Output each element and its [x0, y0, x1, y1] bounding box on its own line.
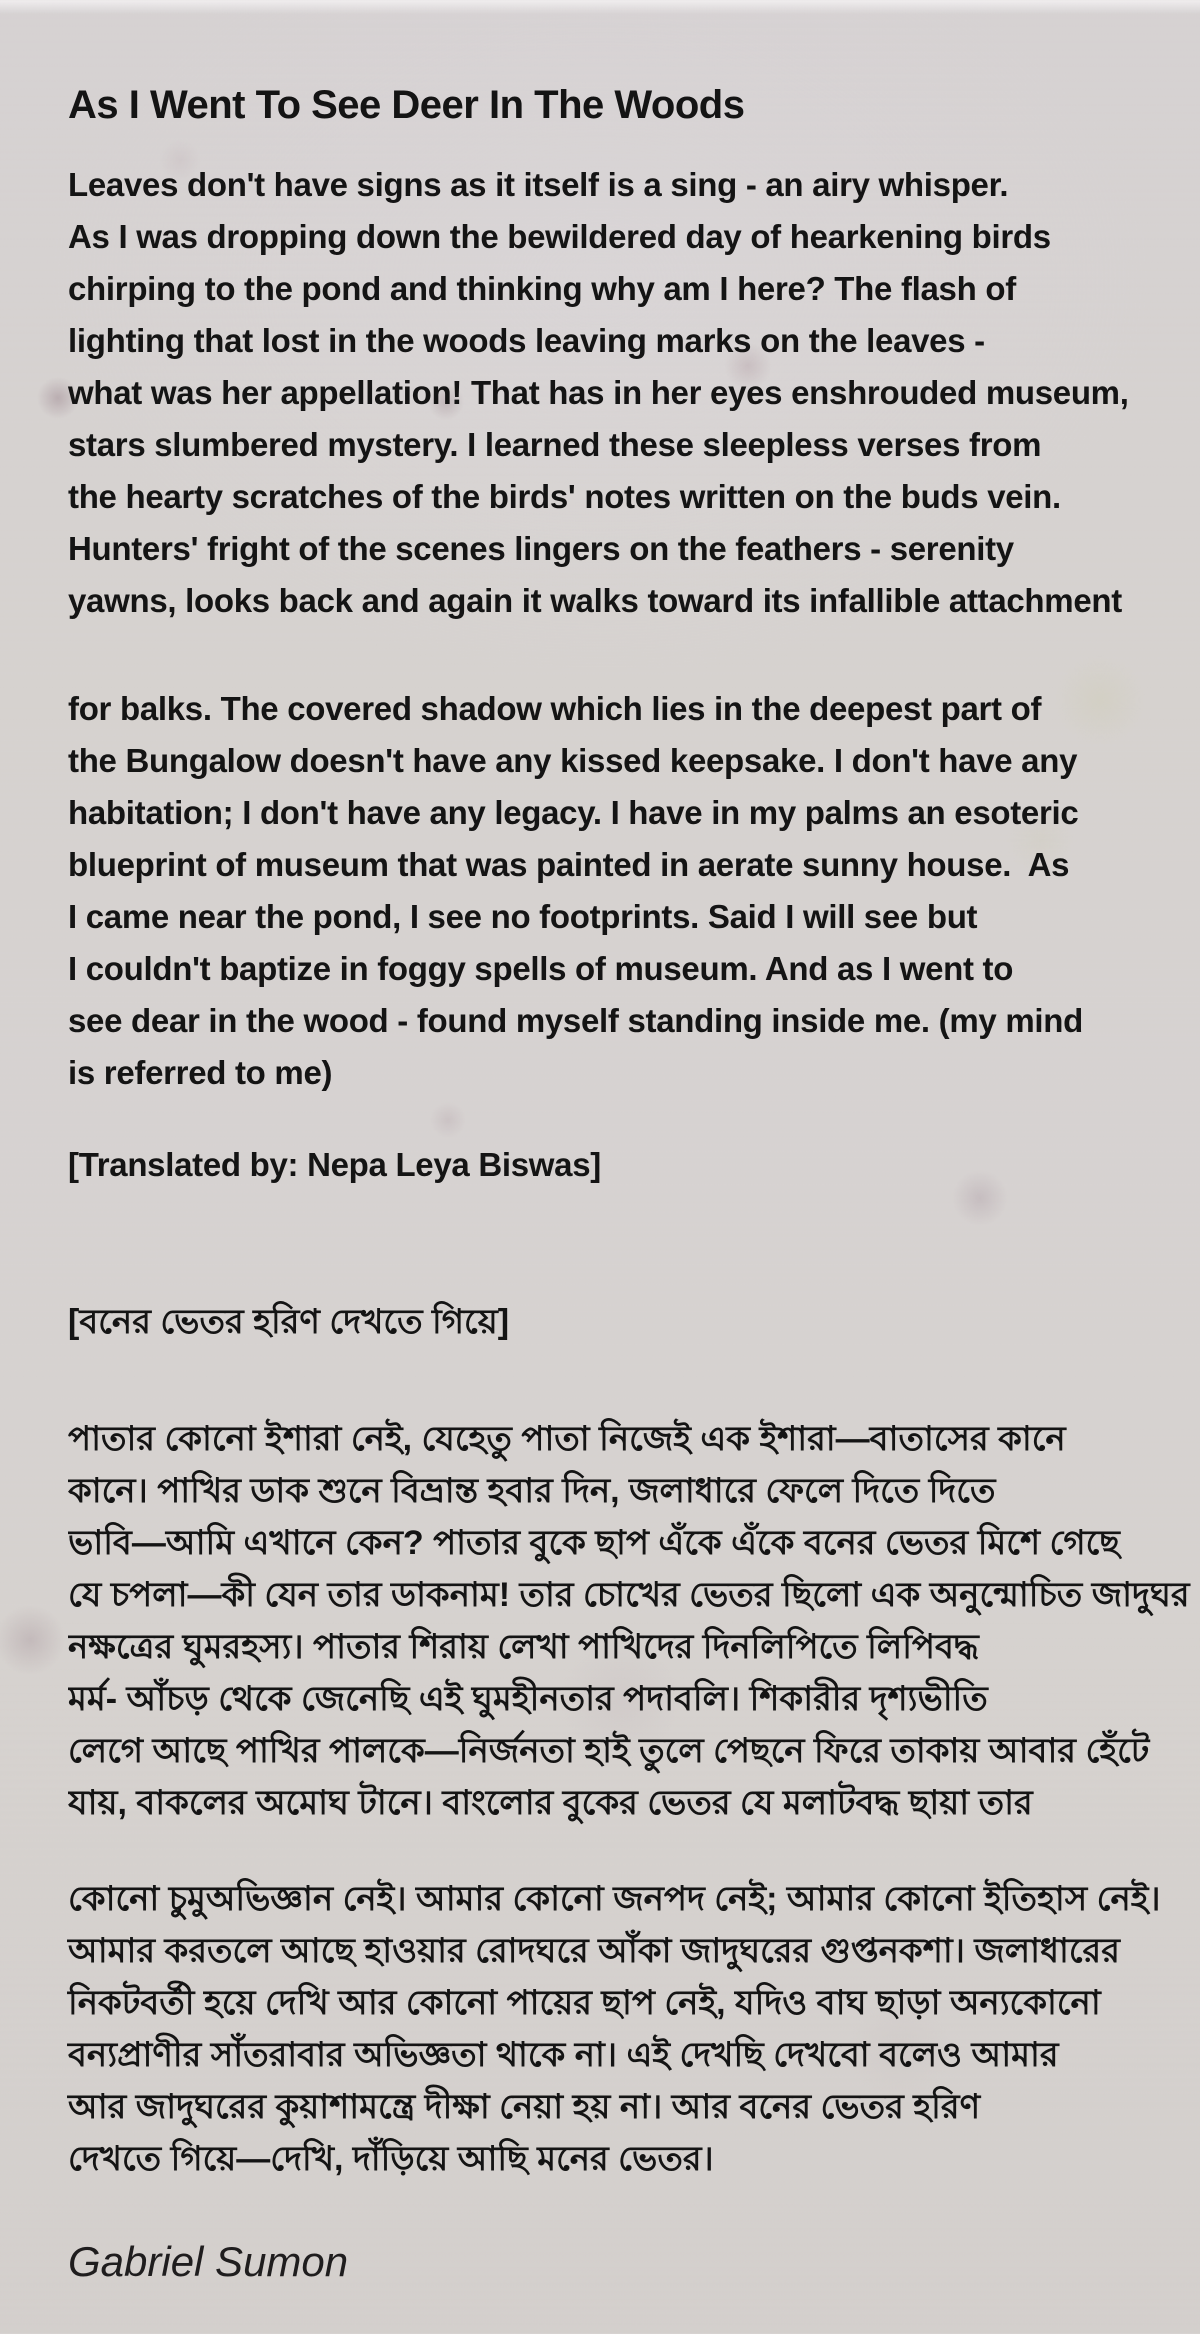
poem-line: কোনো চুমুঅভিজ্ঞান নেই। আমার কোনো জনপদ নেই; আমার কোনো ইতিহাস নেই।	[68, 1880, 1161, 1918]
poem-line: blueprint of museum that was painted in aerate sunny house. As	[68, 846, 1070, 883]
english-stanza-1	[68, 159, 1129, 627]
poem-line: আমার করতলে আছে হাওয়ার রোদঘরে আঁকা জাদুঘরের গুপ্তনকশা। জলাধারের	[68, 1932, 1120, 1970]
poem-line: I came near the pond, I see no footprints. Said I will see but	[68, 898, 978, 935]
poem-line: lighting that lost in the woods leaving marks on the leaves -	[68, 322, 985, 359]
poem-line: As I was dropping down the bewildered day of hearkening birds	[68, 218, 1051, 255]
poem-line: নিকটবর্তী হয়ে দেখি আর কোনো পায়ের ছাপ নেই, যদিও বাঘ ছাড়া অন্যকোনো	[68, 1984, 1101, 2022]
poem-line: যে চপলা—কী যেন তার ডাকনাম! তার চোখের ভেতর ছিলো এক অনুন্মোচিত জাদুঘর	[68, 1576, 1190, 1614]
translator-credit: [Translated by: Nepa Leya Biswas]	[68, 1146, 601, 1183]
poem-line: বন্যপ্রাণীর সাঁতরাবার অভিজ্ঞতা থাকে না। এই দেখছি দেখবো বলেও আমার	[68, 2036, 1059, 2074]
bengali-stanza-1	[68, 1413, 1200, 1829]
poem-line: কানে। পাখির ডাক শুনে বিভ্রান্ত হবার দিন, জলাধারে ফেলে দিতে দিতে	[68, 1472, 996, 1510]
poem-line: see dear in the wood - found myself standing inside me. (my mind	[68, 1002, 1083, 1039]
bengali-poem-title: [বনের ভেতর হরিণ দেখতে গিয়ে]	[68, 1303, 510, 1341]
poem-line: যায়, বাকলের অমোঘ টানে। বাংলোর বুকের ভেতর যে মলাটবদ্ধ ছায়া তার	[68, 1784, 1033, 1822]
english-stanza-2	[68, 683, 1083, 1099]
poem-line: the hearty scratches of the birds' notes written on the buds vein.	[68, 478, 1061, 515]
bengali-stanza-2	[68, 1873, 1161, 2185]
poem-line: নক্ষত্রের ঘুমরহস্য। পাতার শিরায় লেখা পাখিদের দিনলিপিতে লিপিবদ্ধ	[68, 1628, 979, 1666]
poem-line: দেখতে গিয়ে—দেখি, দাঁড়িয়ে আছি মনের ভেতর।	[68, 2140, 714, 2178]
poem-line: for balks. The covered shadow which lies in the deepest part of	[68, 690, 1042, 727]
poem-line: yawns, looks back and again it walks toward its infallible attachment	[68, 582, 1122, 619]
poet-name: Gabriel Sumon	[68, 2238, 349, 2285]
poem-line: I couldn't baptize in foggy spells of museum. And as I went to	[68, 950, 1014, 987]
poem-line: is referred to me)	[68, 1054, 333, 1091]
poem-line: chirping to the pond and thinking why am I here? The flash of	[68, 270, 1016, 307]
poem-line: what was her appellation! That has in her eyes enshrouded museum,	[68, 374, 1129, 411]
poem-line: habitation; I don't have any legacy. I have in my palms an esoteric	[68, 794, 1079, 831]
poem-line: পাতার কোনো ইশারা নেই, যেহেতু পাতা নিজেই এক ইশারা—বাতাসের কানে	[68, 1420, 1066, 1458]
poem-title: As I Went To See Deer In The Woods	[68, 82, 745, 127]
poem-line: Leaves don't have signs as it itself is a sing - an airy whisper.	[68, 166, 1009, 203]
poem-line: stars slumbered mystery. I learned these sleepless verses from	[68, 426, 1042, 463]
poem-line: আর জাদুঘরের কুয়াশামন্ত্রে দীক্ষা নেয়া হয় না। আর বনের ভেতর হরিণ	[68, 2088, 981, 2126]
poem-line: ভাবি—আমি এখানে কেন? পাতার বুকে ছাপ এঁকে এঁকে বনের ভেতর মিশে গেছে	[68, 1524, 1120, 1562]
poem-line: মর্ম- আঁচড় থেকে জেনেছি এই ঘুমহীনতার পদাবলি। শিকারীর দৃশ্যভীতি	[68, 1680, 988, 1718]
poem-line: the Bungalow doesn't have any kissed keepsake. I don't have any	[68, 742, 1078, 779]
poem-line: Hunters' fright of the scenes lingers on the feathers - serenity	[68, 530, 1014, 567]
poem-line: লেগে আছে পাখির পালকে—নির্জনতা হাই তুলে পেছনে ফিরে তাকায় আবার হেঁটে	[68, 1732, 1150, 1770]
